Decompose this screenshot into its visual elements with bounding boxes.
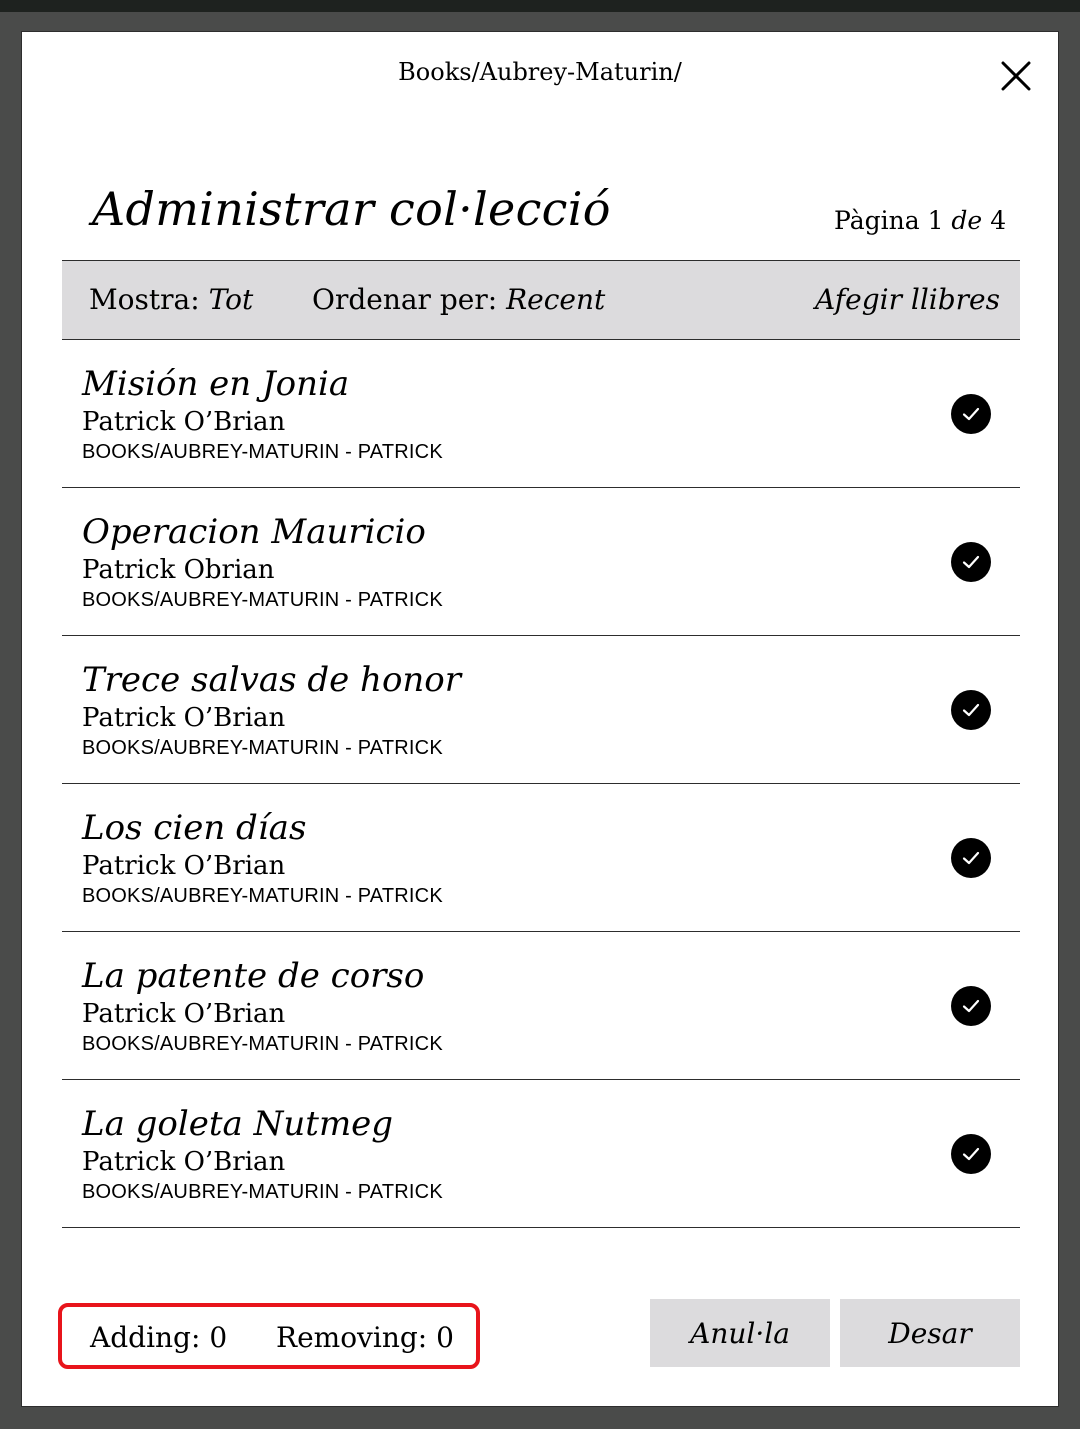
pagination-of: de <box>951 206 983 235</box>
collection-path-title: Books/Aubrey-Maturin/ <box>398 58 682 86</box>
removing-count: Removing: 0 <box>276 1321 454 1354</box>
selected-checkbox[interactable] <box>951 690 991 730</box>
change-counts <box>58 1303 480 1369</box>
add-books-button[interactable]: Afegir llibres <box>815 283 1000 316</box>
pagination-current: 1 <box>927 206 944 235</box>
book-row[interactable] <box>62 636 1020 784</box>
book-location: BOOKS/AUBREY-MATURIN - PATRICK <box>82 589 443 611</box>
page-title: Administrar col·lecció <box>92 182 611 236</box>
close-button[interactable] <box>998 58 1034 94</box>
book-list <box>62 340 1020 1228</box>
book-title: Trece salvas de honor <box>82 660 462 700</box>
book-author: Patrick Obrian <box>82 555 275 585</box>
book-author: Patrick O’Brian <box>82 851 286 881</box>
book-title: La goleta Nutmeg <box>82 1104 394 1144</box>
book-row[interactable] <box>62 1080 1020 1228</box>
book-location: BOOKS/AUBREY-MATURIN - PATRICK <box>82 737 443 759</box>
show-filter-value: Tot <box>208 283 254 316</box>
sort-selector-label: Ordenar per: <box>312 283 498 316</box>
checkmark-circle-icon <box>959 846 983 870</box>
collection-toolbar <box>62 260 1020 340</box>
checkmark-circle-icon <box>959 550 983 574</box>
selected-checkbox[interactable] <box>951 542 991 582</box>
close-icon <box>998 58 1034 94</box>
checkmark-circle-icon <box>959 402 983 426</box>
show-filter[interactable] <box>89 283 253 316</box>
book-location: BOOKS/AUBREY-MATURIN - PATRICK <box>82 1181 443 1203</box>
book-author: Patrick O’Brian <box>82 703 286 733</box>
book-title: Los cien días <box>82 808 307 848</box>
selected-checkbox[interactable] <box>951 394 991 434</box>
book-row[interactable] <box>62 932 1020 1080</box>
cancel-button[interactable]: Anul·la <box>650 1299 830 1367</box>
book-title: La patente de corso <box>82 956 425 996</box>
book-location: BOOKS/AUBREY-MATURIN - PATRICK <box>82 885 443 907</box>
book-author: Patrick O’Brian <box>82 1147 286 1177</box>
book-row[interactable] <box>62 784 1020 932</box>
book-author: Patrick O’Brian <box>82 999 286 1029</box>
pagination-label: Pàgina <box>834 206 920 235</box>
top-status-bar <box>0 0 1080 12</box>
checkmark-circle-icon <box>959 698 983 722</box>
sort-selector[interactable] <box>312 283 605 316</box>
book-row[interactable] <box>62 488 1020 636</box>
save-button[interactable]: Desar <box>840 1299 1020 1367</box>
adding-count: Adding: 0 <box>90 1321 228 1354</box>
book-row[interactable] <box>62 340 1020 488</box>
book-location: BOOKS/AUBREY-MATURIN - PATRICK <box>82 441 443 463</box>
selected-checkbox[interactable] <box>951 1134 991 1174</box>
selected-checkbox[interactable] <box>951 986 991 1026</box>
manage-collection-dialog <box>21 31 1059 1407</box>
book-location: BOOKS/AUBREY-MATURIN - PATRICK <box>82 1033 443 1055</box>
show-filter-label: Mostra: <box>89 283 200 316</box>
checkmark-circle-icon <box>959 994 983 1018</box>
pagination-indicator <box>834 206 1006 235</box>
pagination-total: 4 <box>990 206 1007 235</box>
selected-checkbox[interactable] <box>951 838 991 878</box>
book-author: Patrick O’Brian <box>82 407 286 437</box>
checkmark-circle-icon <box>959 1142 983 1166</box>
book-title: Misión en Jonia <box>82 364 350 404</box>
sort-selector-value: Recent <box>506 283 606 316</box>
book-title: Operacion Mauricio <box>82 512 426 552</box>
